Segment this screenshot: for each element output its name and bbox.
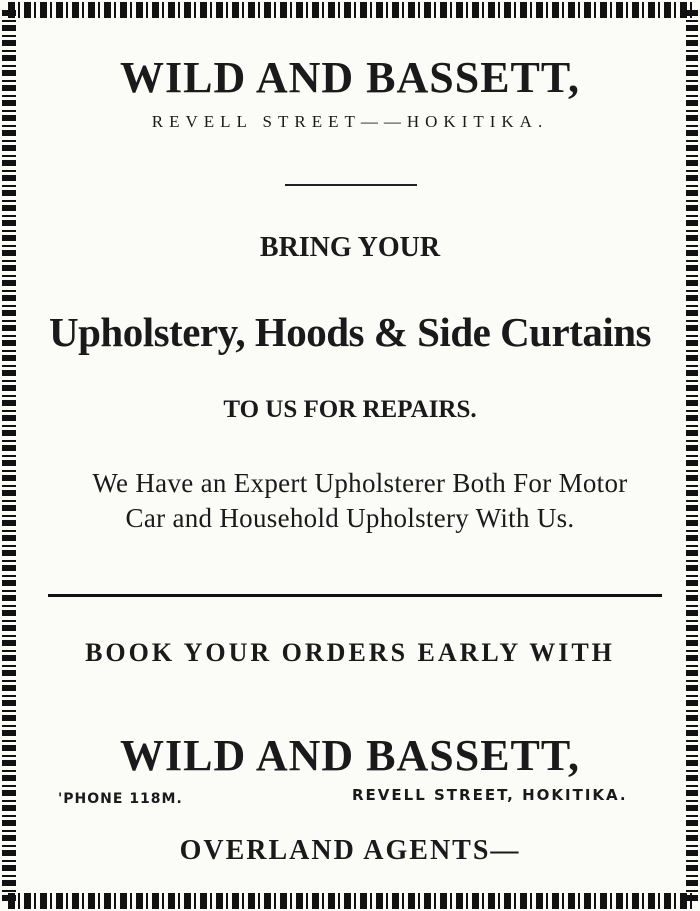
expert-upholsterer-line-1: We Have an Expert Upholsterer Both For Motor xyxy=(92,468,628,498)
ornamental-border-top xyxy=(8,2,692,18)
ornamental-border-bottom xyxy=(8,893,692,909)
for-repairs-text: TO US FOR REPAIRS. xyxy=(223,396,477,423)
firm-name-footer: WILD AND BASSETT, xyxy=(120,731,580,780)
short-divider xyxy=(285,184,417,186)
firm-name-heading: WILD AND BASSETT, xyxy=(120,53,580,102)
phone-number: 'PHONE 118M. xyxy=(58,791,183,807)
expert-upholsterer-line-2: Car and Household Upholstery With Us. xyxy=(125,503,575,533)
main-headline: Upholstery, Hoods & Side Curtains xyxy=(48,309,651,355)
overland-agents-text: OVERLAND AGENTS— xyxy=(179,835,521,866)
long-divider xyxy=(48,594,662,597)
firm-address: REVELL STREET——HOKITIKA. xyxy=(151,112,549,131)
bring-your-text: BRING YOUR xyxy=(259,232,441,263)
book-orders-text: BOOK YOUR ORDERS EARLY WITH xyxy=(85,638,615,667)
firm-address-footer: REVELL STREET, HOKITIKA. xyxy=(352,786,628,804)
